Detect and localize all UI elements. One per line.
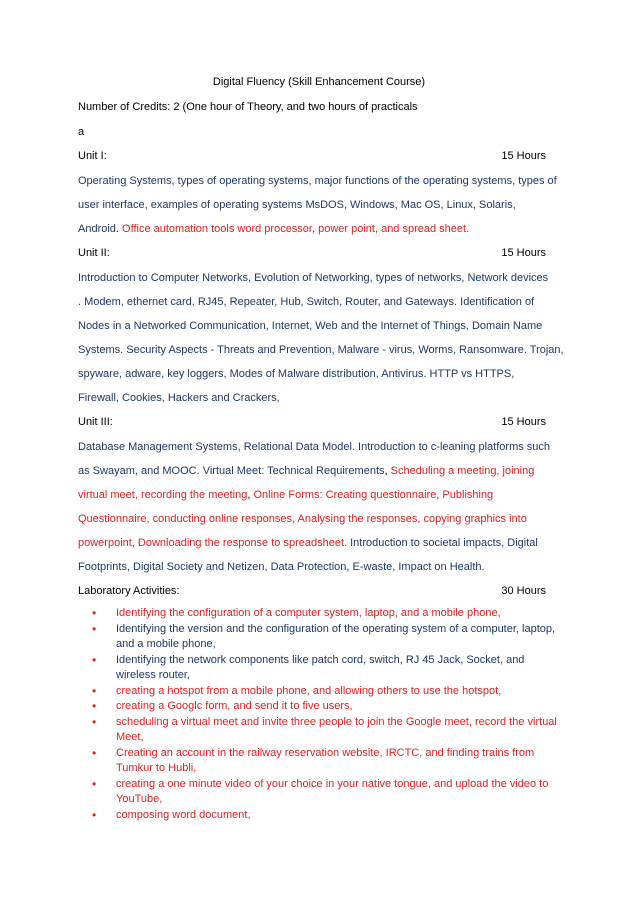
unit-1-line-2: user interface, examples of operating systems MsDOS, Windows, Mac OS, Linux, Solaris,: [78, 199, 516, 211]
unit-2-line-5: spyware, adware, key loggers, Modes of Malware distribution, Antivirus. HTTP vs HTTPS,: [78, 368, 515, 380]
page-title: Digital Fluency (Skill Enhancement Course): [212, 76, 426, 88]
lab-label: Laboratory Activities:: [78, 585, 180, 597]
lab-item-9: [92, 808, 562, 824]
unit-3-line-3-sep: ,: [247, 489, 254, 501]
unit-3-label: Unit III:: [78, 416, 113, 428]
unit-3-line-3-red-2: Online Forms: Creating questionnaire, Publishing: [253, 489, 494, 501]
unit-2-header: [78, 247, 546, 259]
bullet-icon: •: [92, 807, 97, 822]
unit-3-line-5: [78, 537, 538, 549]
lab-item-9-text: composing word document,: [116, 808, 251, 821]
lab-item-6-text: scheduling a virtual meet and invite three people to join the Google meet, record the virtual Meet,: [116, 715, 557, 743]
unit-3-line-3-red: virtual meet, recording the meeting: [78, 489, 248, 501]
unit-3-line-5-blue: Introduction to societal impacts, Digital: [350, 537, 538, 549]
lab-item-6: [92, 715, 562, 746]
unit-2-line-6: Firewall, Cookies, Hackers and Crackers,: [78, 392, 280, 404]
lab-item-1-text: Identifying the configuration of a computer system, laptop, and a mobile phone,: [116, 607, 501, 619]
bullet-icon: •: [92, 745, 97, 760]
lab-hours: 30 Hours: [501, 585, 546, 597]
bullet-icon: •: [92, 606, 97, 620]
lab-item-4-text: creating a hotspot from a mobile phone, and allowing others to use the hotspot,: [116, 684, 502, 697]
unit-3-line-1: Database Management Systems, Relational Data Model. Introduction to c-leaning platforms such: [78, 441, 551, 453]
unit-3-line-2-blue: as Swayam, and MOOC. Virtual Meet: Technical Requirements: [78, 465, 385, 477]
unit-3-line-2-sep: ,: [384, 465, 391, 477]
unit-1-line-3-red: Office automation tools word processor, power point, and spread sheet.: [122, 223, 470, 235]
lab-item-5-text: creating a Googlc form, and send it to five users,: [116, 700, 353, 712]
stray-text: a: [78, 126, 85, 138]
unit-1-label: Unit I:: [78, 150, 107, 162]
unit-2-line-3: Nodes in a Networked Communication, Internet, Web and the Internet of Things, Domain Name: [78, 320, 543, 332]
unit-1-line-1: Operating Systems, types of operating systems, major functions of the operating systems, types of: [78, 175, 557, 187]
lab-item-1: [92, 606, 562, 622]
lab-item-8-text: creating a one minute video of your choice in your native tongue, and upload the video to YouTube,: [116, 777, 549, 805]
lab-item-3-text: Identifying the network components like patch cord, switch, RJ 45 Jack, Socket, and wireless router,: [116, 653, 525, 681]
credits-line: Number of Credits: 2 (One hour of Theory, and two hours of practicals: [78, 101, 418, 113]
unit-3-line-6: Footprints, Digital Society and Netizen, Data Protection, E-waste, Impact on Health.: [78, 561, 485, 573]
unit-1-header: [78, 150, 546, 162]
bullet-icon: •: [92, 621, 97, 636]
lab-item-7-text: Creating an account in the railway reservation website, IRCTC, and finding trains from Tumkur to Hubli,: [116, 746, 535, 774]
unit-3-hours: 15 Hours: [501, 416, 546, 428]
unit-3-header: [78, 416, 546, 428]
bullet-icon: •: [92, 776, 97, 791]
lab-item-3: [92, 653, 562, 684]
bullet-icon: •: [92, 699, 97, 713]
lab-header: [78, 585, 546, 597]
unit-1-hours: 15 Hours: [501, 150, 546, 162]
lab-item-7: [92, 746, 562, 777]
unit-3-line-5-red: powerpoint, Downloading the response to spreadsheet.: [78, 537, 351, 549]
lab-activities-list: [92, 606, 562, 823]
bullet-icon: •: [92, 714, 97, 729]
lab-item-2-text: Identifying the version and the configuration of the operating system of a computer, laptop, and a mobile phone,: [116, 622, 556, 650]
lab-item-8: [92, 777, 562, 808]
unit-3-line-4: Questionnaire, conducting online responses, Analysing the responses, copying graphics into: [78, 513, 527, 525]
unit-1-line-3: [78, 223, 469, 235]
unit-1-line-3-blue: Android.: [78, 223, 123, 235]
bullet-icon: •: [92, 652, 97, 667]
unit-2-hours: 15 Hours: [501, 247, 546, 259]
lab-item-2: [92, 622, 562, 653]
unit-2-label: Unit II:: [78, 247, 110, 259]
unit-3-line-2: [78, 465, 534, 477]
unit-3-line-3: [78, 489, 493, 501]
unit-3-line-2-red: Scheduling a meeting, joining: [390, 465, 535, 477]
lab-item-5: [92, 699, 562, 715]
bullet-icon: •: [92, 683, 97, 698]
unit-2-line-2: . Modem, ethernet card, RJ45, Repeater, Hub, Switch, Router, and Gateways. Identification of: [78, 296, 535, 308]
unit-2-line-4: Systems. Security Aspects - Threats and Prevention, Malware - virus, Worms, Ransomware. Trojan,: [78, 344, 564, 356]
unit-2-line-1: Introduction to Computer Networks, Evolution of Networking, types of networks, Network devices: [78, 272, 549, 284]
lab-item-4: [92, 684, 562, 700]
